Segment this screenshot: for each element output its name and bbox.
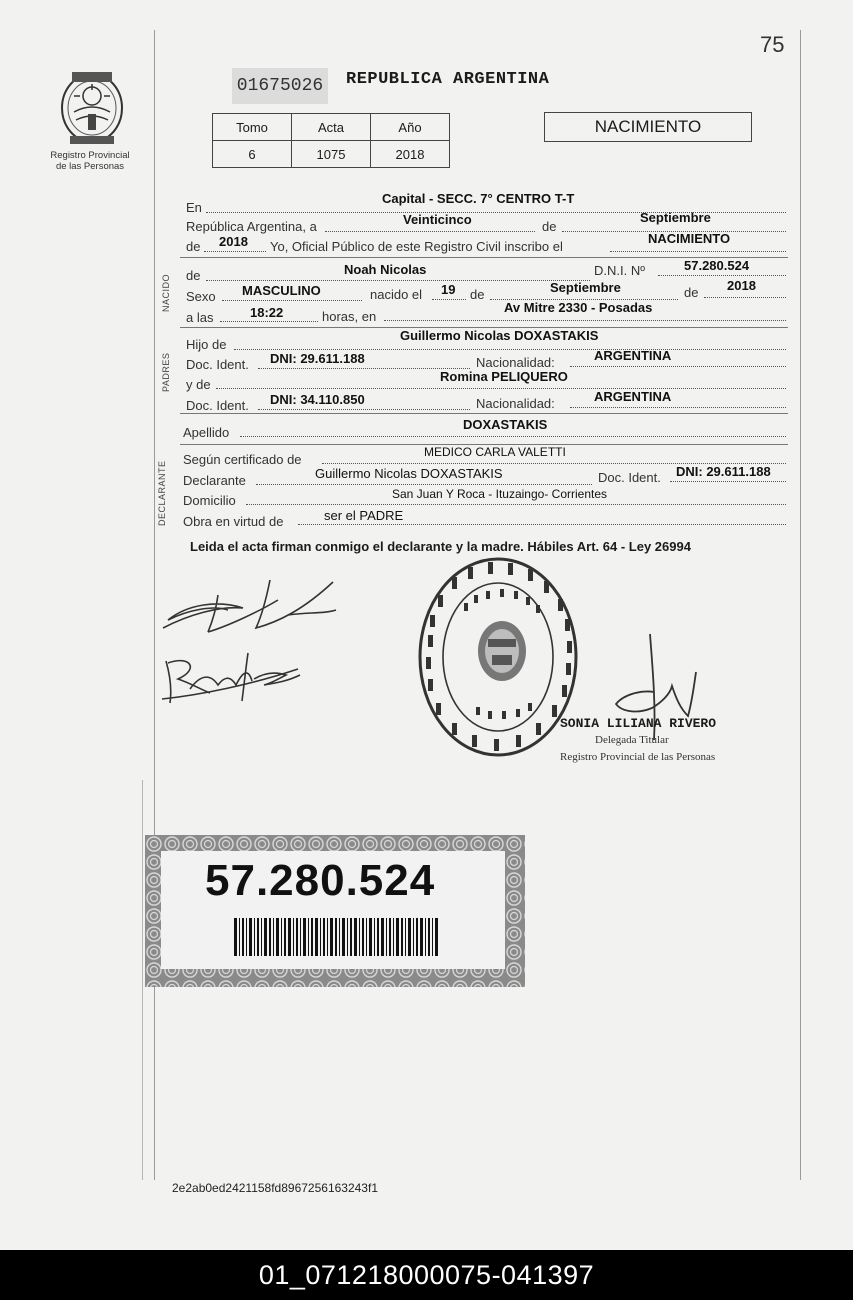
anio-header: Año <box>371 114 450 141</box>
dotted-line <box>204 251 266 252</box>
birth-place: Av Mitre 2330 - Posadas <box>504 300 653 315</box>
registry-name <box>40 150 140 172</box>
left-binding-line <box>142 780 143 1180</box>
domicilio-label: Domicilio <box>183 493 236 508</box>
signatory-role: Delegada Titular <box>595 734 669 746</box>
page-number: 75 <box>760 32 785 57</box>
dotted-line <box>658 275 786 276</box>
apellido-label: Apellido <box>183 425 230 440</box>
child-dni: 57.280.524 <box>684 258 750 273</box>
document-hash: 2e2ab0ed2421158fd8967256163243f1 <box>172 1181 378 1195</box>
dotted-line <box>432 299 466 300</box>
mother-signature <box>160 645 305 715</box>
left-margin-line <box>154 30 155 1180</box>
closing-statement: Leida el acta firman conmigo el declarante y la madre. Hábiles Art. 64 - Ley 26994 <box>190 539 691 554</box>
registration-day: Veinticinco <box>403 212 472 227</box>
dotted-line <box>258 368 470 369</box>
doc-ident-label: Doc. Ident. <box>598 470 661 485</box>
officer-text: Yo, Oficial Público de este Registro Civil inscribo el <box>270 239 563 254</box>
a-las-label: a las <box>186 310 214 325</box>
doc-ident-label: Doc. Ident. <box>186 357 249 372</box>
en-label: En <box>186 200 202 215</box>
nacionalidad-label: Nacionalidad: <box>476 396 555 411</box>
dotted-line <box>220 321 318 322</box>
acta-header: Acta <box>292 114 371 141</box>
nacido-side-label: NACIDO <box>161 273 171 312</box>
father-name: Guillermo Nicolas DOXASTAKIS <box>400 328 599 343</box>
mother-nationality: ARGENTINA <box>594 389 672 404</box>
sexo-label: Sexo <box>186 289 216 304</box>
footer-id: 01_071218000075-041397 <box>258 1259 595 1290</box>
tomo-value: 6 <box>213 141 292 168</box>
de-label: de <box>470 287 485 302</box>
child-sex: MASCULINO <box>242 283 321 298</box>
father-doc: DNI: 29.611.188 <box>270 351 365 366</box>
declarant-name: Guillermo Nicolas DOXASTAKIS <box>315 466 503 481</box>
dotted-line <box>570 366 786 367</box>
act-registered: NACIMIENTO <box>648 231 731 246</box>
republica-label: República Argentina, a <box>186 219 317 234</box>
acta-value: 1075 <box>292 141 371 168</box>
right-margin-line <box>800 30 801 1180</box>
country-title: REPUBLICA ARGENTINA <box>346 70 550 89</box>
hijo-label: Hijo de <box>186 337 227 352</box>
registration-year: 2018 <box>219 234 248 249</box>
registrar-signature <box>612 632 702 749</box>
dotted-line <box>206 280 590 281</box>
dotted-line <box>222 300 362 301</box>
certificado-label: Según certificado de <box>183 452 302 467</box>
nacionalidad-label: Nacionalidad: <box>476 355 555 370</box>
surname: DOXASTAKIS <box>463 417 548 432</box>
registry-name-line-2: de las Personas <box>55 161 125 172</box>
father-nationality: ARGENTINA <box>594 348 672 363</box>
nacido-el-label: nacido el <box>370 287 423 302</box>
provincial-seal-logo <box>52 62 132 152</box>
registry-name-line-1: Registro Provincial <box>50 150 130 161</box>
declarant-doc: DNI: 29.611.188 <box>676 464 771 479</box>
act-type-box: NACIMIENTO <box>544 112 752 142</box>
dotted-line <box>570 407 786 408</box>
de-label: de <box>186 239 201 254</box>
dotted-line <box>216 388 786 389</box>
mother-name: Romina PELIQUERO <box>440 369 568 384</box>
horas-label: horas, en <box>322 309 377 324</box>
declarant-signature <box>158 570 343 650</box>
signatory-org: Registro Provincial de las Personas <box>560 751 716 763</box>
registry-place: Capital - SECC. 7° CENTRO T-T <box>382 191 575 206</box>
tomo-acta-table <box>212 113 450 168</box>
dotted-line <box>234 349 786 350</box>
declarant-relation: ser el PADRE <box>324 508 404 523</box>
dotted-line <box>704 297 786 298</box>
birth-time: 18:22 <box>250 305 284 320</box>
declarante-label: Declarante <box>183 473 246 488</box>
barcode-dni-number: 57.280.524 <box>205 856 436 905</box>
anio-value: 2018 <box>371 141 450 168</box>
birth-month: Septiembre <box>550 280 621 295</box>
de-label: de <box>542 219 557 234</box>
section-separator <box>180 413 788 414</box>
footer-id-bar <box>0 1250 853 1300</box>
mother-doc: DNI: 34.110.850 <box>270 392 365 407</box>
dotted-line <box>246 504 786 505</box>
dotted-line <box>670 481 786 482</box>
dotted-line <box>240 436 786 437</box>
dotted-line <box>384 320 786 321</box>
dni-label: D.N.I. Nº <box>594 263 645 278</box>
registration-month: Septiembre <box>640 210 711 225</box>
declarante-side-label: DECLARANTE <box>157 460 167 526</box>
signatory-name: SONIA LILIANA RIVERO <box>560 716 717 731</box>
serial-number: 01675026 <box>232 68 328 104</box>
dotted-line <box>298 524 786 525</box>
dotted-line <box>256 484 592 485</box>
padres-side-label: PADRES <box>161 352 171 392</box>
declarant-address: San Juan Y Roca - Ituzaingo- Corrientes <box>392 487 608 501</box>
doc-ident-label: Doc. Ident. <box>186 398 249 413</box>
barcode-bars <box>234 918 440 961</box>
birth-day: 19 <box>441 282 456 297</box>
official-stamp <box>416 555 581 765</box>
dotted-line <box>610 251 786 252</box>
obra-label: Obra en virtud de <box>183 514 284 529</box>
y-de-label: y de <box>186 377 211 392</box>
dotted-line <box>325 231 535 232</box>
child-name: Noah Nicolas <box>344 262 427 277</box>
birth-year: 2018 <box>727 278 756 293</box>
de-label: de <box>684 285 699 300</box>
dotted-line <box>258 409 470 410</box>
tomo-header: Tomo <box>213 114 292 141</box>
medical-certificate: MEDICO CARLA VALETTI <box>424 445 566 459</box>
de-label: de <box>186 268 201 283</box>
